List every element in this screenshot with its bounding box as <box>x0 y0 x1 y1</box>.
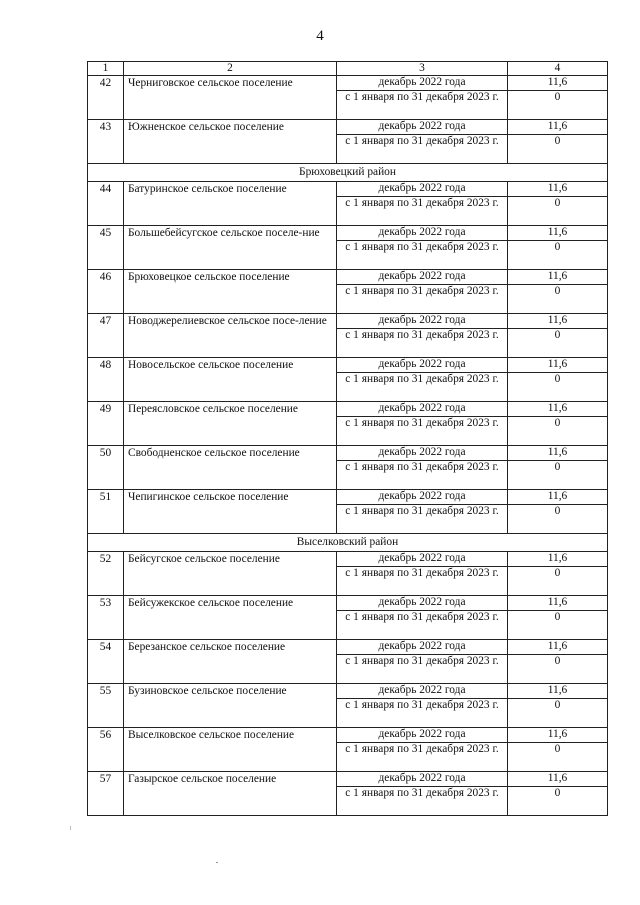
period-cell: с 1 января по 31 декабря 2023 г. <box>337 699 508 728</box>
value-cell: 11,6 <box>508 402 608 417</box>
page-number: 4 <box>316 28 324 44</box>
period-cell: с 1 января по 31 декабря 2023 г. <box>337 611 508 640</box>
value-cell: 0 <box>508 743 608 772</box>
period-cell: декабрь 2022 года <box>337 772 508 787</box>
period-cell: декабрь 2022 года <box>337 552 508 567</box>
settlement-name: Батуринское сельское поселение <box>124 182 337 226</box>
table-row <box>88 728 608 743</box>
district-row <box>88 534 608 552</box>
row-number: 51 <box>88 490 124 534</box>
table-row <box>88 120 608 135</box>
value-cell: 11,6 <box>508 358 608 373</box>
row-number: 52 <box>88 552 124 596</box>
period-cell: с 1 января по 31 декабря 2023 г. <box>337 461 508 490</box>
period-cell: с 1 января по 31 декабря 2023 г. <box>337 505 508 534</box>
table-row <box>88 490 608 505</box>
table-row <box>88 182 608 197</box>
value-cell: 0 <box>508 417 608 446</box>
settlement-name: Выселковское сельское поселение <box>124 728 337 772</box>
value-cell: 0 <box>508 787 608 816</box>
period-cell: декабрь 2022 года <box>337 728 508 743</box>
table-body <box>88 62 608 816</box>
district-heading: Выселковский район <box>88 534 608 552</box>
row-number: 49 <box>88 402 124 446</box>
period-cell: с 1 января по 31 декабря 2023 г. <box>337 743 508 772</box>
settlement-name: Свободненское сельское поселение <box>124 446 337 490</box>
period-cell: декабрь 2022 года <box>337 270 508 285</box>
row-number: 47 <box>88 314 124 358</box>
settlement-name: Газырское сельское поселение <box>124 772 337 816</box>
table-row <box>88 76 608 91</box>
value-cell: 11,6 <box>508 640 608 655</box>
period-cell: с 1 января по 31 декабря 2023 г. <box>337 135 508 164</box>
settlement-name: Новосельское сельское поселение <box>124 358 337 402</box>
table-row <box>88 270 608 285</box>
settlement-name: Чепигинское сельское поселение <box>124 490 337 534</box>
period-cell: с 1 января по 31 декабря 2023 г. <box>337 285 508 314</box>
value-cell: 11,6 <box>508 772 608 787</box>
scan-artifact <box>70 826 71 830</box>
row-number: 55 <box>88 684 124 728</box>
settlement-name: Бузиновское сельское поселение <box>124 684 337 728</box>
table-row <box>88 446 608 461</box>
table-row <box>88 684 608 699</box>
settlement-name: Брюховецкое сельское поселение <box>124 270 337 314</box>
table-row <box>88 596 608 611</box>
table-row <box>88 402 608 417</box>
row-number: 42 <box>88 76 124 120</box>
value-cell: 11,6 <box>508 226 608 241</box>
header-cell-4: 4 <box>508 62 608 76</box>
period-cell: декабрь 2022 года <box>337 76 508 91</box>
period-cell: декабрь 2022 года <box>337 596 508 611</box>
header-cell-1: 1 <box>88 62 124 76</box>
value-cell: 0 <box>508 611 608 640</box>
value-cell: 11,6 <box>508 314 608 329</box>
period-cell: с 1 января по 31 декабря 2023 г. <box>337 373 508 402</box>
period-cell: декабрь 2022 года <box>337 358 508 373</box>
settlement-name: Переясловское сельское поселение <box>124 402 337 446</box>
value-cell: 0 <box>508 461 608 490</box>
period-cell: с 1 января по 31 декабря 2023 г. <box>337 91 508 120</box>
value-cell: 0 <box>508 655 608 684</box>
value-cell: 11,6 <box>508 596 608 611</box>
district-row <box>88 164 608 182</box>
table-row <box>88 358 608 373</box>
period-cell: с 1 января по 31 декабря 2023 г. <box>337 787 508 816</box>
value-cell: 11,6 <box>508 120 608 135</box>
value-cell: 0 <box>508 699 608 728</box>
settlement-name: Березанское сельское поселение <box>124 640 337 684</box>
settlement-name: Южненское сельское поселение <box>124 120 337 164</box>
tariff-table <box>87 61 608 816</box>
period-cell: декабрь 2022 года <box>337 446 508 461</box>
period-cell: декабрь 2022 года <box>337 314 508 329</box>
period-cell: декабрь 2022 года <box>337 402 508 417</box>
header-cell-3: 3 <box>337 62 508 76</box>
table-row <box>88 640 608 655</box>
header-cell-2: 2 <box>124 62 337 76</box>
table-row <box>88 314 608 329</box>
settlement-name: Новоджерелиевское сельское посе-ление <box>124 314 337 358</box>
period-cell: с 1 января по 31 декабря 2023 г. <box>337 329 508 358</box>
value-cell: 0 <box>508 241 608 270</box>
period-cell: декабрь 2022 года <box>337 182 508 197</box>
table-row <box>88 772 608 787</box>
period-cell: с 1 января по 31 декабря 2023 г. <box>337 197 508 226</box>
period-cell: декабрь 2022 года <box>337 684 508 699</box>
row-number: 43 <box>88 120 124 164</box>
value-cell: 0 <box>508 329 608 358</box>
value-cell: 11,6 <box>508 182 608 197</box>
period-cell: с 1 января по 31 декабря 2023 г. <box>337 655 508 684</box>
period-cell: с 1 января по 31 декабря 2023 г. <box>337 241 508 270</box>
district-heading: Брюховецкий район <box>88 164 608 182</box>
settlement-name: Черниговское сельское поселение <box>124 76 337 120</box>
value-cell: 0 <box>508 135 608 164</box>
row-number: 57 <box>88 772 124 816</box>
row-number: 54 <box>88 640 124 684</box>
table-header-row <box>88 62 608 76</box>
row-number: 46 <box>88 270 124 314</box>
row-number: 48 <box>88 358 124 402</box>
value-cell: 11,6 <box>508 76 608 91</box>
period-cell: декабрь 2022 года <box>337 120 508 135</box>
period-cell: с 1 января по 31 декабря 2023 г. <box>337 417 508 446</box>
settlement-name: Бейсужекское сельское поселение <box>124 596 337 640</box>
row-number: 45 <box>88 226 124 270</box>
period-cell: с 1 января по 31 декабря 2023 г. <box>337 567 508 596</box>
value-cell: 0 <box>508 91 608 120</box>
row-number: 53 <box>88 596 124 640</box>
value-cell: 11,6 <box>508 684 608 699</box>
row-number: 50 <box>88 446 124 490</box>
value-cell: 0 <box>508 505 608 534</box>
settlement-name: Большебейсугское сельское поселе-ние <box>124 226 337 270</box>
table-row <box>88 226 608 241</box>
value-cell: 11,6 <box>508 552 608 567</box>
period-cell: декабрь 2022 года <box>337 490 508 505</box>
scan-artifact <box>216 862 218 863</box>
value-cell: 11,6 <box>508 446 608 461</box>
value-cell: 0 <box>508 197 608 226</box>
period-cell: декабрь 2022 года <box>337 640 508 655</box>
row-number: 56 <box>88 728 124 772</box>
settlement-name: Бейсугское сельское поселение <box>124 552 337 596</box>
value-cell: 0 <box>508 373 608 402</box>
row-number: 44 <box>88 182 124 226</box>
table-row <box>88 552 608 567</box>
value-cell: 11,6 <box>508 490 608 505</box>
value-cell: 0 <box>508 567 608 596</box>
value-cell: 11,6 <box>508 728 608 743</box>
period-cell: декабрь 2022 года <box>337 226 508 241</box>
value-cell: 0 <box>508 285 608 314</box>
value-cell: 11,6 <box>508 270 608 285</box>
